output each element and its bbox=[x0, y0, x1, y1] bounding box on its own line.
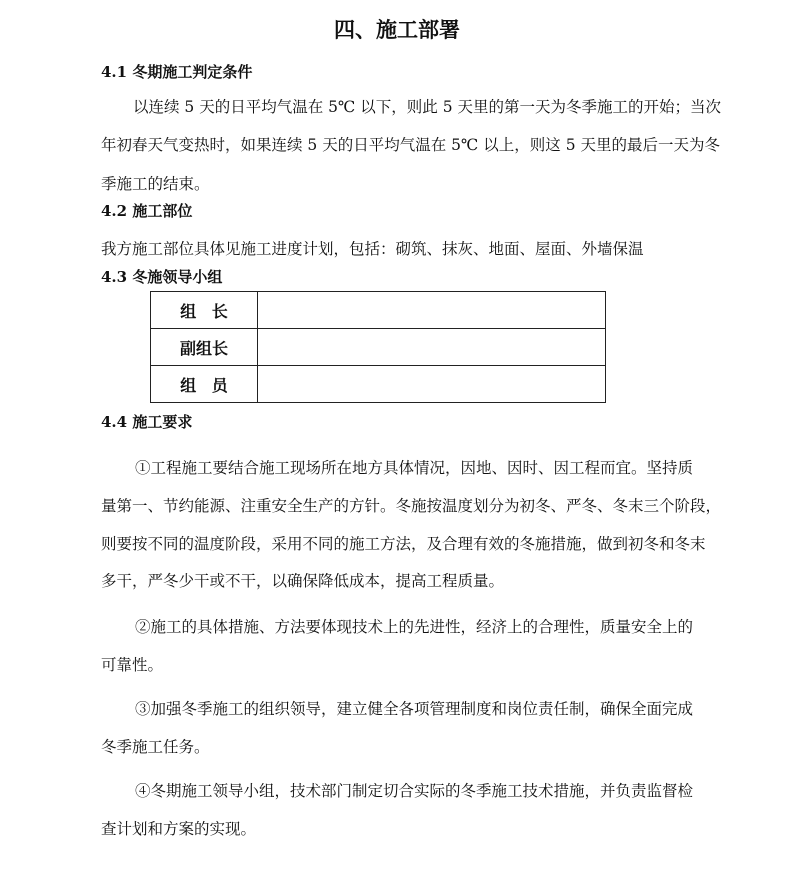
paragraph-line: ④冬期施工领导小组，技术部门制定切合实际的冬季施工技术措施，并负责监督检 bbox=[135, 782, 694, 800]
table-cell-label: 副组长 bbox=[151, 329, 258, 366]
leadership-table bbox=[150, 291, 606, 403]
paragraph-line: 多干，严冬少干或不干，以确保降低成本，提高工程质量。 bbox=[101, 572, 505, 590]
paragraph-line: ①工程施工要结合施工现场所在地方具体情况，因地、因时、因工程而宜。坚持质 bbox=[135, 459, 694, 477]
table-cell-label: 组 长 bbox=[151, 292, 258, 329]
paragraph-line: 季施工的结束。 bbox=[101, 175, 210, 193]
section-heading-4-3: 4.3 冬施领导小组 bbox=[101, 268, 223, 286]
table-cell-label: 组 员 bbox=[151, 366, 258, 403]
paragraph-line: 以连续 5 天的日平均气温在 5℃ 以下，则此 5 天里的第一天为冬季施工的开始；当次 bbox=[133, 98, 721, 116]
paragraph-line: 查计划和方案的实现。 bbox=[101, 820, 257, 838]
table-row bbox=[151, 366, 606, 403]
section-heading-4-2: 4.2 施工部位 bbox=[101, 202, 193, 220]
paragraph-line: 量第一、节约能源、注重安全生产的方针。冬施按温度划分为初冬、严冬、冬末三个阶段， bbox=[101, 497, 722, 515]
section-heading-4-4: 4.4 施工要求 bbox=[101, 413, 193, 431]
table-cell-value bbox=[258, 366, 606, 403]
paragraph-line: 冬季施工任务。 bbox=[101, 738, 210, 756]
table-row bbox=[151, 329, 606, 366]
paragraph-line: ②施工的具体措施、方法要体现技术上的先进性，经济上的合理性，质量安全上的 bbox=[135, 618, 694, 636]
table-cell-value bbox=[258, 329, 606, 366]
paragraph-line: 年初春天气变热时，如果连续 5 天的日平均气温在 5℃ 以上，则这 5 天里的最后一天为冬 bbox=[101, 136, 720, 154]
table-row bbox=[151, 292, 606, 329]
table-cell-value bbox=[258, 292, 606, 329]
section-heading-4-1: 4.1 冬期施工判定条件 bbox=[101, 63, 253, 81]
page-title: 四、施工部署 bbox=[334, 17, 460, 42]
paragraph-line: ③加强冬季施工的组织领导，建立健全各项管理制度和岗位责任制，确保全面完成 bbox=[135, 700, 694, 718]
paragraph-line: 我方施工部位具体见施工进度计划，包括：砌筑、抹灰、地面、屋面、外墙保温 bbox=[101, 240, 644, 258]
paragraph-line: 可靠性。 bbox=[101, 656, 164, 674]
paragraph-line: 则要按不同的温度阶段，采用不同的施工方法，及合理有效的冬施措施，做到初冬和冬末 bbox=[101, 535, 706, 553]
